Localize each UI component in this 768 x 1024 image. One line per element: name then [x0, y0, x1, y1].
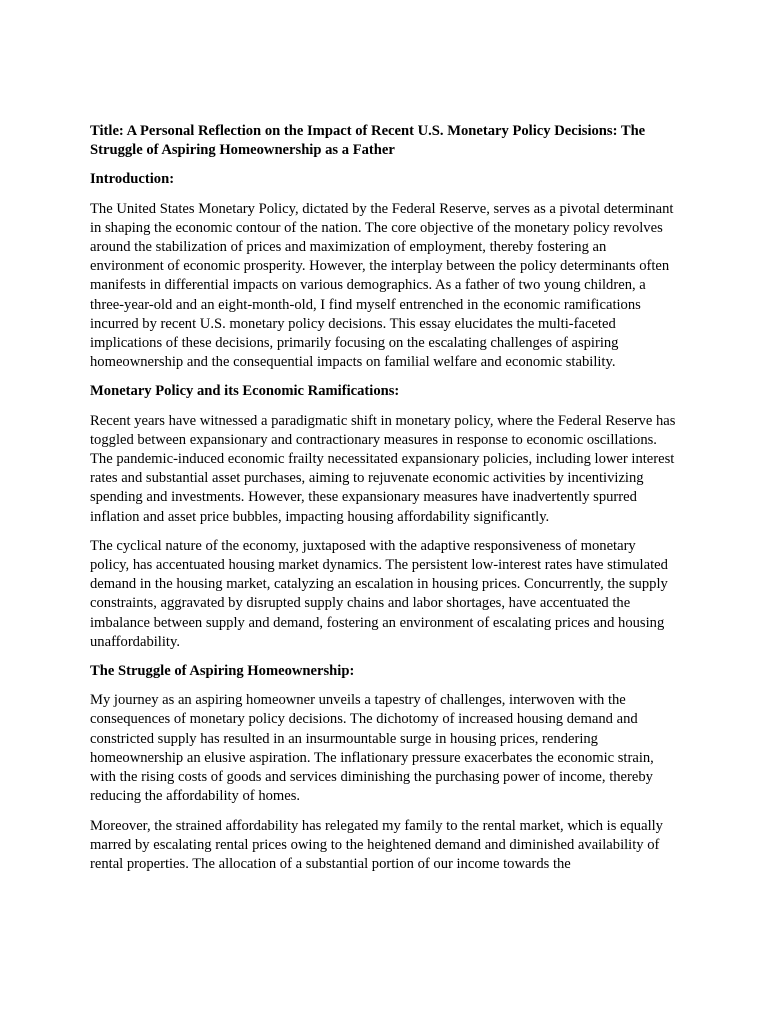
paragraph: The United States Monetary Policy, dictated by the Federal Reserve, serves as a pivotal determinant in shaping the economic contour of the nation. The core objective of the monetary policy revolves around the stabilization of prices and maximization of employment, thereby fostering an environment of economic prosperity. However, the interplay between the policy determinants often manifests in differential impacts on various demographics. As a father of two young children, a three-year-old and an eight-month-old, I find myself entrenched in the economic ramifications incurred by recent U.S. monetary policy decisions. This essay elucidates the multi-faceted implications of these decisions, primarily focusing on the escalating challenges of aspiring homeownership and the consequential impacts on familial welfare and economic stability.	[90, 200, 674, 371]
section-heading-homeownership: The Struggle of Aspiring Homeownership:	[90, 663, 355, 680]
paragraph: The cyclical nature of the economy, juxtaposed with the adaptive responsiveness of monetary policy, has accentuated housing market dynamics. The persistent low-interest rates have stimulated demand in the housing market, catalyzing an escalation in housing prices. Concurrently, the supply constraints, aggravated by disrupted supply chains and labor shortages, have accentuated the imbalance between supply and demand, fostering an environment of escalating prices and housing unaffordability.	[90, 537, 668, 650]
paragraph: Moreover, the strained affordability has relegated my family to the rental market, which is equally marred by escalating rental prices owing to the heightened demand and diminished availability of rental properties. The allocation of a substantial portion of our income towards the	[90, 817, 663, 872]
section-heading-monetary-policy: Monetary Policy and its Economic Ramifications:	[90, 383, 400, 400]
section-heading-introduction: Introduction:	[90, 171, 175, 188]
paragraph: Recent years have witnessed a paradigmatic shift in monetary policy, where the Federal Reserve has toggled between expansionary and contractionary measures in response to economic oscillations. The pandemic-induced economic frailty necessitated expansionary policies, including lower interest rates and substantial asset purchases, aiming to rejuvenate economic activities by incentivizing spending and investments. However, these expansionary measures have inadvertently spurred inflation and asset price bubbles, impacting housing affordability significantly.	[90, 412, 676, 525]
paragraph: My journey as an aspiring homeowner unveils a tapestry of challenges, interwoven with the consequences of monetary policy decisions. The dichotomy of increased housing demand and constricted supply has resulted in an insurmountable surge in housing prices, rendering homeownership an elusive aspiration. The inflationary pressure exacerbates the economic strain, with the rising costs of goods and services diminishing the purchasing power of income, thereby reducing the affordability of homes.	[90, 692, 654, 805]
document-title: Title: A Personal Reflection on the Impact of Recent U.S. Monetary Policy Decisions: The Struggle of Aspiring Homeownership as a Father	[90, 123, 646, 159]
